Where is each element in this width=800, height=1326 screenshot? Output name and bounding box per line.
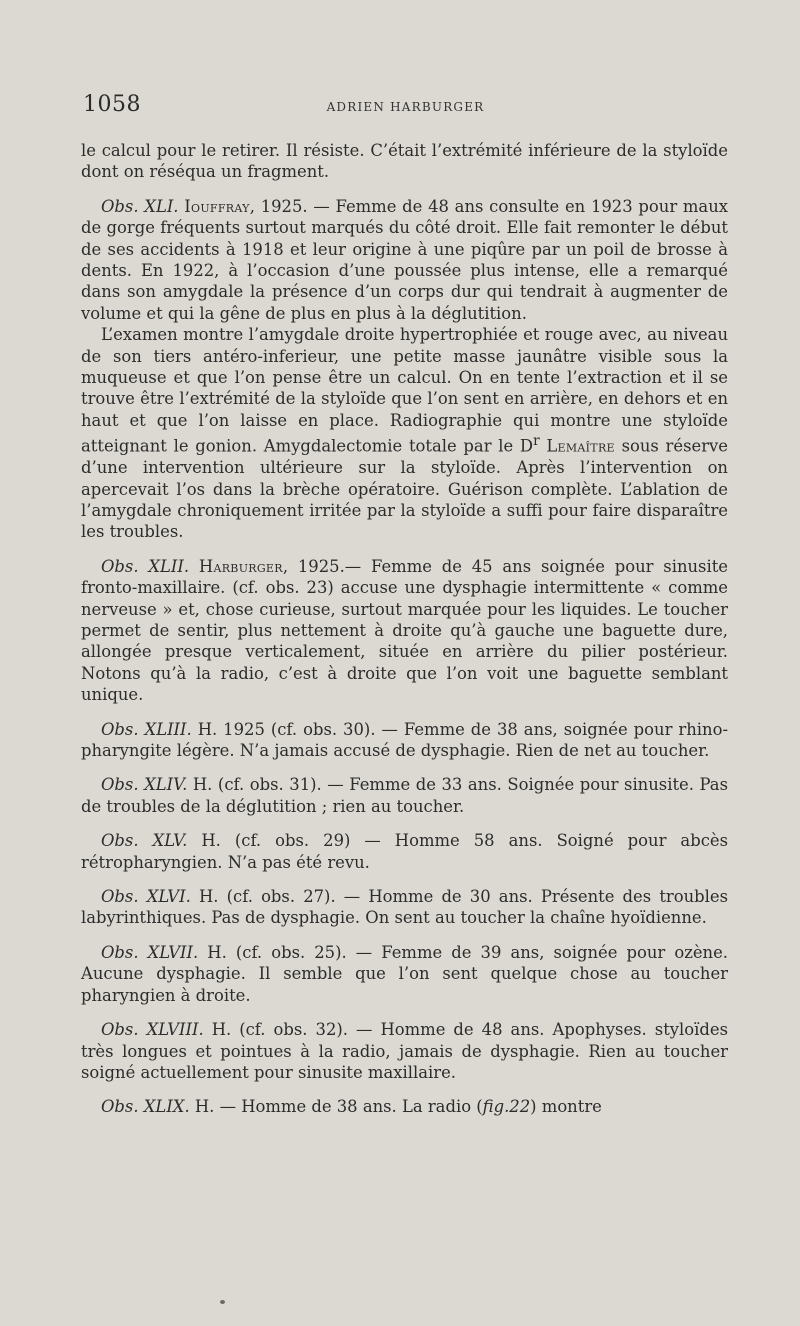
observation-46 <box>81 886 728 929</box>
author-name: Iouffray <box>184 196 250 216</box>
author-name: Harburger <box>198 556 283 576</box>
observation-42 <box>81 556 728 706</box>
observation-41 <box>81 196 728 324</box>
observation-text: H. (cf. obs. 31). — Femme de 33 ans. Soignée pour sinusite. Pas de troubles de la déglutition ; rien au toucher. <box>81 775 728 816</box>
observation-44 <box>81 774 728 817</box>
observation-label: Obs. XLIV. <box>101 775 188 795</box>
page-body <box>81 140 728 1118</box>
observation-text: , 1925. — Femme de 48 ans consulte en 1923 pour maux de gorge fréquents surtout marqués du côté droit. Elle fait remonter le début de ses accidents à 1918 et leur origine à une piqûre par un poil de brosse à dents. En 1922, à l’occasion d’une poussée plus intense, elle a remarqué dans son amygdale la présence d’un corps dur qui tendrait à augmenter de volume et qui la gêne de plus en plus à la déglutition. <box>81 196 728 323</box>
paragraph-continuation <box>81 140 728 183</box>
observation-41-exam <box>81 324 728 543</box>
observation-text: ) montre <box>530 1097 602 1117</box>
observation-label: Obs. XLVI. <box>101 887 191 907</box>
observation-label: Obs. XLI. <box>101 196 179 216</box>
observation-45 <box>81 830 728 873</box>
observation-label: Obs. XLIII. <box>101 719 192 739</box>
superscript: r <box>533 433 540 450</box>
observation-43 <box>81 719 728 762</box>
observation-text: H. (cf. obs. 32). — Homme de 48 ans. Apophyses. styloïdes très longues et pointues à la radio, jamais de dysphagie. Rien au toucher soigné actuellement pour sinusite maxillaire. <box>81 1020 729 1082</box>
observation-49 <box>81 1096 728 1117</box>
observation-text: H. — Homme de 38 ans. La radio ( <box>189 1097 483 1117</box>
observation-text: , 1925.— Femme de 45 ans soignée pour sinusite fronto-maxillaire. (cf. obs. 23) accuse une dysphagie intermittente « comme nerveuse » et, chose curieuse, surtout marquée pour les liquides. Le toucher permet de sentir, plus nettement à droite qu’à gauche une baguette dure, allongée presque verticalement, située en arrière du pilier postérieur. Notons qu’à la radio, c’est à droite que l’on voit une baguette semblant unique. <box>81 556 728 705</box>
observation-text: H. 1925 (cf. obs. 30). — Femme de 38 ans, soignée pour rhino-pharyngite légère. N’a jamais accusé de dysphagie. Rien de net au toucher. <box>81 719 728 761</box>
observation-label: Obs. XLVIII. <box>101 1020 204 1040</box>
observation-text: H. (cf. obs. 25). — Femme de 39 ans, soignée pour ozène. Aucune dysphagie. Il semble que l’on sent quelque chose au toucher pharyngien à droite. <box>81 942 728 1005</box>
observation-label: Obs. XLV. <box>101 831 188 851</box>
ink-smudge <box>220 1300 225 1304</box>
doctor-name: Lemaître <box>546 436 615 456</box>
observation-label: Obs. XLII. <box>101 556 190 576</box>
observation-label: Obs. XLVII. <box>101 942 199 962</box>
observation-47 <box>81 942 728 1006</box>
figure-reference: fig.22 <box>482 1097 531 1117</box>
page-header <box>83 92 728 124</box>
observation-text: H. (cf. obs. 27). — Homme de 30 ans. Présente des troubles labyrinthiques. Pas de dysphagie. On sent au toucher la chaîne hyoïdienne. <box>81 887 729 928</box>
observation-label: Obs. XLIX. <box>101 1097 190 1117</box>
observation-48 <box>81 1019 728 1083</box>
observation-text: H. (cf. obs. 29) — Homme 58 ans. Soigné pour abcès rétropharyngien. N’a pas été revu. <box>81 831 728 872</box>
running-head: ADRIEN HARBURGER <box>326 100 485 114</box>
paragraph-text: sous réserve d’une intervention ultérieure sur la styloïde. Après l’intervention on apercevait l’os dans la brèche opératoire. Guérison complète. L’ablation de l’amygdale chroniquement irritée par la styloïde a suffi pour faire disparaître les troubles. <box>81 436 729 542</box>
page-number: 1058 <box>83 92 141 117</box>
paragraph-text: le calcul pour le retirer. Il résiste. C’était l’extrémité inférieure de la styloïde dont on réséqua un fragment. <box>81 141 728 182</box>
paragraph-text: L’examen montre l’amygdale droite hypertrophiée et rouge avec, au niveau de son tiers antéro-inferieur, une petite masse jaunâtre visible sous la muqueuse et que l’on pense être un calcul. On en tente l’extraction et il se trouve être l’extrémité de la styloïde que l’on sent en arrière, en dehors et en haut et que l’on laisse en place. Radiographie qui montre une styloïde atteignant le gonion. Amygdalectomie totale par le D <box>81 325 728 456</box>
